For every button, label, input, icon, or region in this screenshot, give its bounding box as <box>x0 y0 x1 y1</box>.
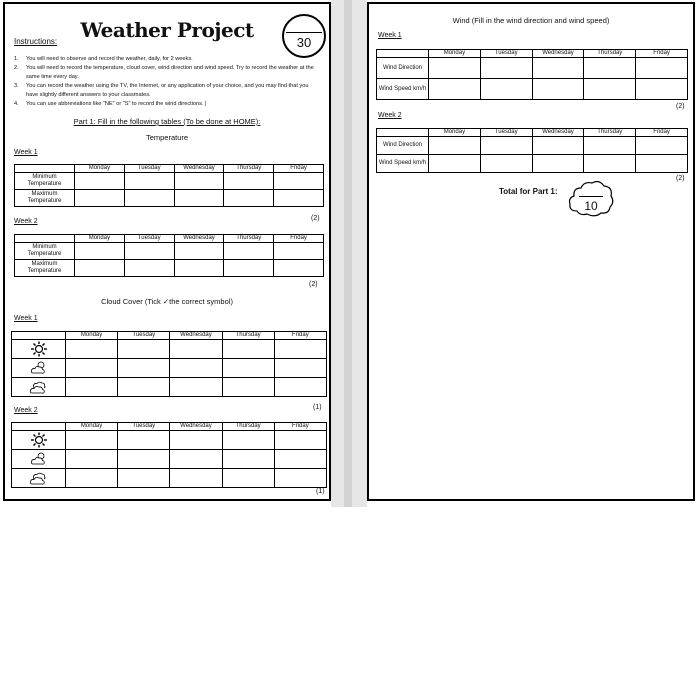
wind-week2-label: Week 2 <box>378 112 402 119</box>
entry-cell[interactable] <box>274 260 324 277</box>
entry-cell[interactable] <box>75 173 125 190</box>
day-header: Thursday <box>222 423 274 431</box>
entry-cell[interactable] <box>636 137 688 155</box>
tick-cell[interactable] <box>170 359 222 378</box>
wind-week2-table <box>376 128 688 173</box>
tick-cell[interactable] <box>170 378 222 397</box>
day-header: Wednesday <box>532 129 584 137</box>
corner-cell <box>15 235 75 243</box>
day-header: Tuesday <box>124 235 174 243</box>
temperature-heading: Temperature <box>145 133 189 142</box>
instructions-heading: Instructions: <box>14 37 58 46</box>
temp-week2-label: Week 2 <box>14 218 38 225</box>
total-score-line <box>579 196 603 197</box>
temp-week1-table <box>14 164 324 207</box>
entry-cell[interactable] <box>584 79 636 100</box>
wind-week1-table <box>376 49 688 100</box>
instruction-item <box>14 100 314 109</box>
entry-cell[interactable] <box>532 79 584 100</box>
total-value: 10 <box>584 199 598 213</box>
instruction-number: 4. <box>14 101 19 107</box>
corner-cell <box>12 332 66 340</box>
wind-week1-marks: (2) <box>676 103 685 110</box>
row-label: Wind Direction <box>377 137 429 155</box>
entry-cell[interactable] <box>274 173 324 190</box>
entry-cell[interactable] <box>429 79 481 100</box>
entry-cell[interactable] <box>480 58 532 79</box>
instructions-list <box>14 55 314 109</box>
day-header: Thursday <box>584 129 636 137</box>
entry-cell[interactable] <box>429 137 481 155</box>
score-total: 30 <box>296 35 312 50</box>
cloud-cover-heading: Cloud Cover (Tick ✓the correct symbol) <box>101 297 233 306</box>
instruction-text: You will need to record the temperature, cloud cover, wind direction and wind speed. Try to record the weather at the same time every day. <box>26 65 314 80</box>
instruction-number: 1. <box>14 56 19 62</box>
row-label: Wind Direction <box>377 58 429 79</box>
entry-cell[interactable] <box>174 260 224 277</box>
entry-cell[interactable] <box>124 190 174 207</box>
tick-cell[interactable] <box>118 359 170 378</box>
tick-cell[interactable] <box>170 450 222 469</box>
tick-cell[interactable] <box>274 359 326 378</box>
tick-cell[interactable] <box>274 340 326 359</box>
tick-cell[interactable] <box>170 340 222 359</box>
wind-week1-label: Week 1 <box>378 32 402 39</box>
tick-cell[interactable] <box>222 469 274 488</box>
row-label: Wind Speed km/h <box>377 79 429 100</box>
row-label: Wind Speed km/h <box>377 155 429 173</box>
entry-cell[interactable] <box>636 79 688 100</box>
entry-cell[interactable] <box>174 243 224 260</box>
score-circle <box>282 14 326 58</box>
corner-cell <box>12 423 66 431</box>
part1-heading: Part 1: Fill in the following tables (To be done at HOME): <box>73 117 261 126</box>
entry-cell[interactable] <box>636 58 688 79</box>
row-label: Minimum Temperature <box>15 243 75 260</box>
entry-cell[interactable] <box>75 243 125 260</box>
entry-cell[interactable] <box>480 137 532 155</box>
tick-cell[interactable] <box>66 450 118 469</box>
entry-cell[interactable] <box>124 243 174 260</box>
tick-cell[interactable] <box>170 469 222 488</box>
tick-cell[interactable] <box>222 431 274 450</box>
tick-cell[interactable] <box>118 378 170 397</box>
tick-cell[interactable] <box>170 431 222 450</box>
entry-cell[interactable] <box>174 173 224 190</box>
entry-cell[interactable] <box>174 190 224 207</box>
corner-cell <box>377 129 429 137</box>
entry-cell[interactable] <box>480 155 532 173</box>
temp-week1-marks: (2) <box>311 215 320 222</box>
row-label: Maximum Temperature <box>15 190 75 207</box>
project-title: Weather Project <box>80 18 254 42</box>
day-header: Friday <box>636 50 688 58</box>
tick-cell[interactable] <box>66 340 118 359</box>
entry-cell[interactable] <box>224 190 274 207</box>
day-header: Thursday <box>224 165 274 173</box>
entry-cell[interactable] <box>532 58 584 79</box>
day-header: Monday <box>66 423 118 431</box>
day-header: Monday <box>429 129 481 137</box>
wind-heading: Wind (Fill in the wind direction and wind speed) <box>452 16 610 25</box>
instruction-text: You can record the weather using the TV, the Internet, or any application of your choice, and you may find that you have slightly different answers to your classmates. <box>26 83 309 98</box>
day-header: Friday <box>274 423 326 431</box>
day-header: Thursday <box>224 235 274 243</box>
entry-cell[interactable] <box>124 173 174 190</box>
entry-cell[interactable] <box>480 79 532 100</box>
cloud-week1-label: Week 1 <box>14 315 38 322</box>
tick-cell[interactable] <box>66 378 118 397</box>
tick-cell[interactable] <box>118 340 170 359</box>
tick-cell[interactable] <box>222 450 274 469</box>
wind-week2-marks: (2) <box>676 175 685 182</box>
day-header: Tuesday <box>480 129 532 137</box>
partly-cloudy-icon <box>12 359 66 378</box>
tick-cell[interactable] <box>66 359 118 378</box>
tick-cell[interactable] <box>222 359 274 378</box>
entry-cell[interactable] <box>584 58 636 79</box>
entry-cell[interactable] <box>75 260 125 277</box>
instruction-item <box>14 55 314 64</box>
tick-cell[interactable] <box>66 469 118 488</box>
cloud-week2-table <box>11 422 327 488</box>
total-label: Total for Part 1: <box>499 187 558 196</box>
day-header: Friday <box>274 332 326 340</box>
instruction-number: 2. <box>14 65 19 71</box>
instruction-item <box>14 64 314 82</box>
tick-cell[interactable] <box>274 431 326 450</box>
entry-cell[interactable] <box>532 155 584 173</box>
row-label: Minimum Temperature <box>15 173 75 190</box>
day-header: Wednesday <box>170 423 222 431</box>
entry-cell[interactable] <box>429 58 481 79</box>
day-header: Monday <box>75 165 125 173</box>
entry-cell[interactable] <box>532 137 584 155</box>
temp-week2-marks: (2) <box>309 281 318 288</box>
score-line <box>286 32 322 33</box>
tick-cell[interactable] <box>118 431 170 450</box>
cloud-week2-label: Week 2 <box>14 407 38 414</box>
entry-cell[interactable] <box>224 260 274 277</box>
day-header: Wednesday <box>532 50 584 58</box>
day-header: Wednesday <box>174 235 224 243</box>
instruction-text: You can use abbreviations like "NE" or "S" to record the wind directions. | <box>26 101 207 107</box>
page-separator <box>344 0 352 507</box>
day-header: Tuesday <box>118 423 170 431</box>
instruction-item <box>14 82 314 100</box>
day-header: Friday <box>636 129 688 137</box>
entry-cell[interactable] <box>429 155 481 173</box>
sun-icon <box>12 431 66 450</box>
instruction-number: 3. <box>14 83 19 89</box>
day-header: Tuesday <box>118 332 170 340</box>
corner-cell <box>377 50 429 58</box>
cloud-week2-marks: (1) <box>316 488 325 495</box>
cloud-week1-marks: (1) <box>313 404 322 411</box>
entry-cell[interactable] <box>584 137 636 155</box>
tick-cell[interactable] <box>66 431 118 450</box>
entry-cell[interactable] <box>124 260 174 277</box>
instruction-text: You will need to observe and record the weather, daily, for 2 weeks. <box>26 56 193 62</box>
row-label: Maximum Temperature <box>15 260 75 277</box>
entry-cell[interactable] <box>224 173 274 190</box>
day-header: Thursday <box>584 50 636 58</box>
tick-cell[interactable] <box>274 450 326 469</box>
day-header: Friday <box>274 235 324 243</box>
total-score-cloud <box>567 177 615 219</box>
day-header: Tuesday <box>480 50 532 58</box>
tick-cell[interactable] <box>222 340 274 359</box>
day-header: Monday <box>75 235 125 243</box>
tick-cell[interactable] <box>118 469 170 488</box>
temp-week2-table <box>14 234 324 277</box>
temp-week1-label: Week 1 <box>14 149 38 156</box>
tick-cell[interactable] <box>274 378 326 397</box>
sun-icon <box>12 340 66 359</box>
day-header: Tuesday <box>124 165 174 173</box>
tick-cell[interactable] <box>222 378 274 397</box>
entry-cell[interactable] <box>274 243 324 260</box>
cloudy-icon <box>12 469 66 488</box>
cloudy-icon <box>12 378 66 397</box>
day-header: Wednesday <box>170 332 222 340</box>
day-header: Thursday <box>222 332 274 340</box>
tick-cell[interactable] <box>118 450 170 469</box>
tick-cell[interactable] <box>274 469 326 488</box>
entry-cell[interactable] <box>584 155 636 173</box>
day-header: Wednesday <box>174 165 224 173</box>
day-header: Friday <box>274 165 324 173</box>
cloud-week1-table <box>11 331 327 397</box>
partly-cloudy-icon <box>12 450 66 469</box>
corner-cell <box>15 165 75 173</box>
entry-cell[interactable] <box>274 190 324 207</box>
page-2 <box>367 2 695 501</box>
entry-cell[interactable] <box>636 155 688 173</box>
entry-cell[interactable] <box>224 243 274 260</box>
entry-cell[interactable] <box>75 190 125 207</box>
day-header: Monday <box>66 332 118 340</box>
day-header: Monday <box>429 50 481 58</box>
page-1 <box>3 2 331 501</box>
